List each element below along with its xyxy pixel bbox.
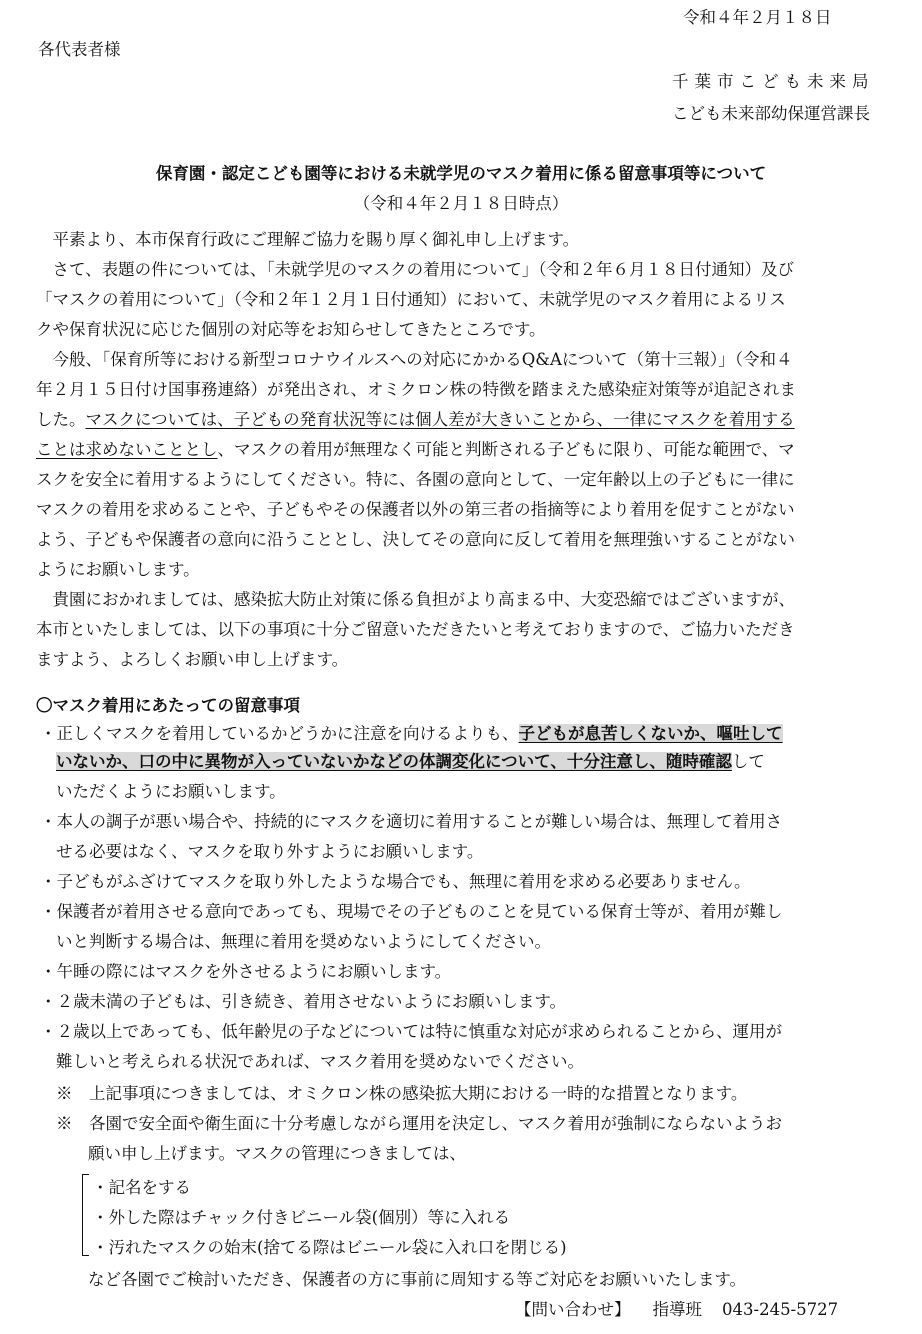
sub-list-item: ・汚れたマスクの始末(捨てる際はビニール袋に入れ口を閉じる) bbox=[92, 1238, 567, 1257]
notes-heading: 〇マスク着用にあたっての留意事項 bbox=[36, 696, 300, 715]
addressee: 各代表者様 bbox=[38, 40, 121, 59]
sub-list-item: ・外した際はチャック付きビニール袋(個別）等に入れる bbox=[92, 1208, 511, 1227]
document-date: 令和４年２月１８日 bbox=[683, 8, 832, 27]
bullet-line: ・子どもがふざけてマスクを取り外したような場合でも、無理に着用を求める必要ありません。 bbox=[40, 872, 751, 891]
para-greeting: 平素より、本市保育行政にご理解ご協力を賜り厚く御礼申し上げます。 bbox=[36, 230, 580, 249]
bullet-line: ・保護者が着用させる意向であっても、現場でその子どものことを見ている保育士等が、着用が難し bbox=[40, 902, 783, 921]
sub-list-item: ・記名をする bbox=[92, 1178, 191, 1197]
plain-text: 、マスクの着用が無理なく可能と判断される子どもに限り、可能な範囲で、マ bbox=[217, 440, 795, 459]
bullet-line: せる必要はなく、マスクを取り外すようにお願いします。 bbox=[56, 842, 484, 861]
remark-line: ※ 各園で安全面や衛生面に十分考慮しながら運用を決定し、マスク着用が強制にならないようお bbox=[56, 1114, 782, 1133]
bullet-line: ・２歳未満の子どもは、引き続き、着用させないようにお願いします。 bbox=[40, 992, 567, 1011]
contact-team: 指導班 bbox=[652, 1300, 702, 1319]
remark-line: 願い申し上げます。マスクの管理につきましては、 bbox=[88, 1144, 466, 1163]
bullet-line: ・２歳以上であっても、低年齢児の子などについては特に慎重な対応が求められることから、運用が bbox=[40, 1022, 783, 1041]
title-asof: （令和４年２月１８日時点） bbox=[353, 194, 569, 213]
para-request-line: 貴園におかれましては、感染拡大防止対策に係る負担がより高まる中、大変恐縮ではございますが、 bbox=[36, 590, 795, 609]
contact-phone: 043-245-5727 bbox=[722, 1300, 839, 1319]
bullet-line: いただくようにお願いします。 bbox=[56, 782, 286, 801]
para-update-line: よう、子どもや保護者の意向に沿うこととし、決してその意向に反して着用を無理強いすることがない bbox=[36, 530, 795, 549]
para-update-line: 年２月１５日付け国事務連絡）が発出され、オミクロン株の特徴を踏まえた感染症対策等が追記されま bbox=[36, 380, 796, 399]
para-background-line: クや保育状況に応じた個別の対応等をお知らせしてきたところです。 bbox=[36, 320, 546, 339]
para-update-line bbox=[36, 410, 795, 430]
sender-org: 千葉市こども未来局 bbox=[672, 72, 875, 91]
para-update-line: スクを安全に着用するようにしてください。特に、各園の意向として、一定年齢以上の子どもに一律に bbox=[36, 470, 795, 489]
remark-line: ※ 上記事項につきましては、オミクロン株の感染拡大期における一時的な措置となります。 bbox=[56, 1084, 748, 1103]
plain-text: ・正しくマスクを着用しているかどうかに注意を向けるよりも、 bbox=[40, 724, 519, 743]
contact-block bbox=[515, 1300, 838, 1320]
para-request-line: 本市といたしましては、以下の事項に十分ご留意いただきたいと考えておりますので、ご協力いただき bbox=[36, 620, 795, 639]
para-background-line: さて、表題の件については、「未就学児のマスクの着用について」（令和２年６月１８日付通知）及び bbox=[36, 260, 795, 279]
para-update-line: 今般、「保育所等における新型コロナウイルスへの対応にかかるQ&Aについて（第十三報）」（令和４ bbox=[36, 350, 793, 369]
bracket-decoration bbox=[82, 1174, 89, 1256]
plain-text: して bbox=[731, 752, 765, 771]
contact-label: 【問い合わせ】 bbox=[515, 1300, 631, 1319]
bullet-line: 難しいと考えられる状況であれば、マスク着用を奨めないでください。 bbox=[56, 1052, 584, 1071]
bullet-line: ・本人の調子が悪い場合や、持続的にマスクを適切に着用することが難しい場合は、無理して着用さ bbox=[40, 812, 783, 831]
bullet-line: ・午睡の際にはマスクを外させるようにお願いします。 bbox=[40, 962, 452, 981]
closing-line: など各園でご検討いただき、保護者の方に事前に周知する等ご対応をお願いいたします。 bbox=[88, 1270, 747, 1289]
underlined-text: マスクについては、子どもの発育状況等には個人差が大きいことから、一律にマスクを着用する bbox=[85, 410, 795, 429]
para-update-line: ようにお願いします。 bbox=[36, 560, 200, 579]
para-update-line bbox=[36, 440, 795, 460]
highlighted-text: 子どもが息苦しくないか、嘔吐して bbox=[518, 724, 783, 743]
para-background-line: 「マスクの着用について」（令和２年１２月１日付通知）において、未就学児のマスク着用によるリス bbox=[36, 290, 786, 309]
para-update-line: マスクの着用を求めることや、子どもやその保護者以外の第三者の指摘等により着用を促すことがない bbox=[36, 500, 795, 519]
document-title: 保育園・認定こども園等における未就学児のマスク着用に係る留意事項等について bbox=[155, 164, 767, 183]
bullet-line bbox=[56, 752, 765, 772]
para-request-line: ますよう、よろしくお願い申し上げます。 bbox=[36, 650, 349, 669]
underlined-text: ことは求めないこととし bbox=[36, 440, 218, 459]
bullet-line: いと判断する場合は、無理に着用を奨めないようにしてください。 bbox=[56, 932, 551, 951]
sender-dept: こども未来部幼保運営課長 bbox=[672, 104, 870, 123]
highlighted-text: いないか、口の中に異物が入っていないかなどの体調変化について、十分注意し、随時確認 bbox=[56, 752, 732, 771]
bullet-line bbox=[40, 724, 783, 744]
plain-text: した。 bbox=[36, 410, 86, 429]
